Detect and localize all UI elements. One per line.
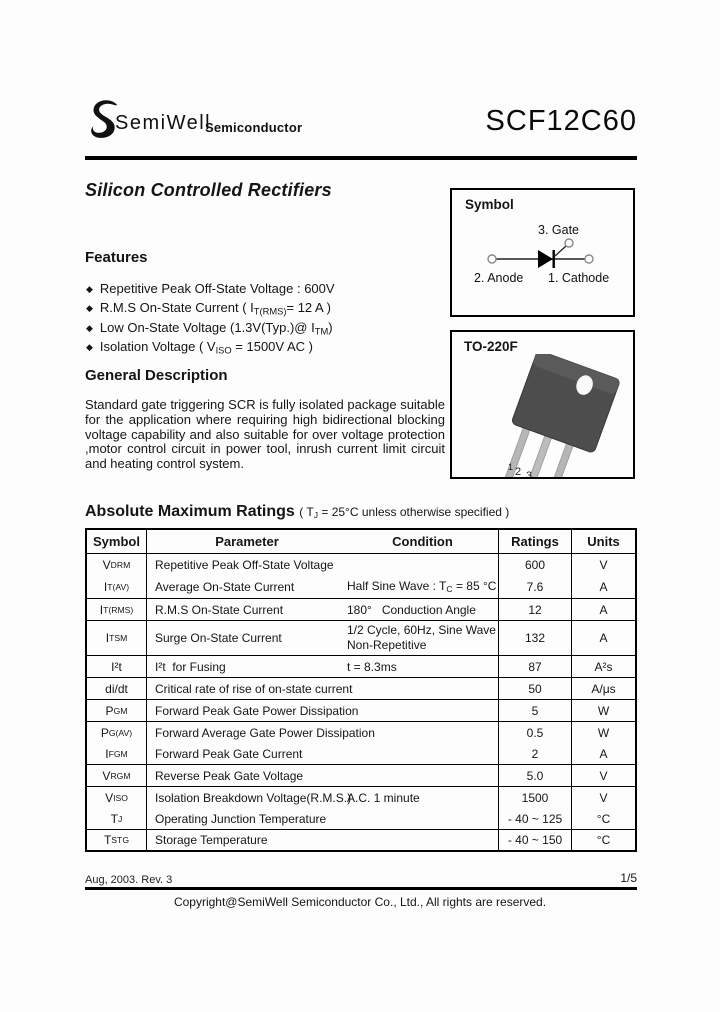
condition-cell: 1/2 Cycle, 60Hz, Sine Wave Non-Repetitive bbox=[347, 623, 496, 652]
footer-date-rev: Aug, 2003. Rev. 3 bbox=[85, 874, 173, 886]
to220f-package-image bbox=[452, 354, 635, 479]
rating-cell: 5.0 bbox=[526, 768, 544, 783]
parameter-cell: Critical rate of rise of on-state current bbox=[155, 681, 353, 696]
symbol-box bbox=[450, 188, 635, 317]
ratings-title-row bbox=[85, 503, 509, 521]
unit-cell: V bbox=[599, 790, 608, 805]
gate-label: 3. Gate bbox=[538, 223, 579, 237]
parameter-cell: Forward Peak Gate Power Dissipation bbox=[155, 703, 359, 718]
pin-label-3: 3 bbox=[526, 470, 533, 479]
rating-cell: 1500 bbox=[521, 790, 549, 805]
symbol-cell: V ISO bbox=[105, 790, 128, 805]
part-number: SCF12C60 bbox=[485, 105, 637, 137]
package-box bbox=[450, 330, 635, 479]
symbol-cell: P GM bbox=[105, 703, 128, 718]
diamond-bullet-icon: ◆ bbox=[86, 284, 93, 294]
brand-name: SemiWell bbox=[115, 112, 212, 134]
diamond-bullet-icon: ◆ bbox=[86, 341, 93, 352]
col-header-symbol: Symbol bbox=[87, 530, 147, 553]
table-row-group bbox=[87, 830, 635, 850]
unit-cell: A bbox=[599, 580, 608, 594]
diamond-bullet-icon: ◆ bbox=[86, 303, 93, 314]
footer-page-number: 1/5 bbox=[620, 871, 637, 885]
col-header-ratings: Ratings bbox=[499, 530, 572, 553]
anode-label: 2. Anode bbox=[474, 271, 524, 285]
pin-label-1: 1 bbox=[508, 462, 514, 472]
condition-cell: t = 8.3ms bbox=[347, 659, 397, 674]
footer-copyright: Copyright@SemiWell Semiconductor Co., Ltd., All rights are reserved. bbox=[173, 895, 547, 909]
unit-cell: W bbox=[597, 703, 610, 718]
condition-cell: Half Sine Wave : TC = 85 °C bbox=[347, 579, 497, 595]
diamond-bullet-icon: ◆ bbox=[86, 322, 93, 333]
rating-cell: 50 bbox=[528, 681, 542, 696]
unit-cell: V bbox=[599, 768, 608, 783]
unit-cell: V bbox=[599, 558, 608, 572]
parameter-cell: Reverse Peak Gate Voltage bbox=[155, 768, 304, 783]
footer-rule bbox=[85, 887, 637, 890]
ratings-table bbox=[85, 528, 637, 852]
feature-item: ◆ Repetitive Peak Off-State Voltage : 600V bbox=[86, 281, 335, 296]
symbol-cell: I T(AV) bbox=[103, 580, 130, 594]
rating-cell: 2 bbox=[531, 746, 539, 761]
symbol-cell: T J bbox=[110, 811, 123, 826]
rating-cell: 600 bbox=[524, 558, 546, 572]
symbol-cell: di/dt bbox=[105, 681, 128, 696]
table-row-group bbox=[87, 656, 635, 678]
symbol-cell: T STG bbox=[103, 833, 130, 847]
condition-cell: A.C. 1 minute bbox=[347, 790, 420, 805]
unit-cell: A bbox=[599, 602, 608, 617]
rating-cell: - 40 ~ 150 bbox=[507, 833, 563, 847]
table-row-group bbox=[87, 700, 635, 722]
rating-cell: 12 bbox=[528, 602, 542, 617]
parameter-cell: Average On-State Current bbox=[155, 580, 295, 594]
unit-cell: A bbox=[599, 631, 608, 645]
table-header-row bbox=[87, 530, 635, 554]
parameter-cell: Storage Temperature bbox=[155, 833, 268, 847]
rating-cell: 7.6 bbox=[526, 580, 544, 594]
unit-cell: A/μs bbox=[591, 681, 616, 696]
col-header-condition: Condition bbox=[392, 534, 453, 549]
package-heading: TO-220F bbox=[464, 339, 518, 354]
ratings-title: Absolute Maximum Ratings bbox=[85, 503, 295, 520]
parameter-cell: Isolation Breakdown Voltage(R.M.S.) bbox=[155, 790, 352, 805]
parameter-cell: Surge On-State Current bbox=[155, 631, 282, 645]
symbol-cell: I FGM bbox=[105, 746, 128, 761]
cathode-label: 1. Cathode bbox=[548, 271, 610, 285]
feature-item: ◆ Isolation Voltage ( VISO = 1500V AC ) bbox=[86, 338, 313, 356]
page-title: Silicon Controlled Rectifiers bbox=[85, 180, 332, 200]
col-header-units: Units bbox=[587, 534, 620, 549]
pin-label-2: 2 bbox=[515, 466, 522, 478]
symbol-box-heading: Symbol bbox=[465, 197, 514, 212]
symbol-cell: I²t bbox=[111, 659, 122, 674]
unit-cell: W bbox=[597, 725, 610, 740]
table-row-group bbox=[87, 787, 635, 830]
table-row-group bbox=[87, 765, 635, 787]
parameter-cell: Forward Average Gate Power Dissipation bbox=[155, 725, 375, 740]
symbol-cell: I T(RMS) bbox=[99, 602, 134, 617]
rating-cell: 132 bbox=[524, 631, 546, 645]
symbol-cell: V RGM bbox=[102, 768, 131, 783]
scr-symbol-diagram bbox=[452, 216, 637, 316]
rating-cell: 0.5 bbox=[526, 725, 544, 740]
general-description-heading: General Description bbox=[85, 367, 228, 384]
condition-cell: 180° Conduction Angle bbox=[347, 602, 476, 617]
feature-item: ◆ Low On-State Voltage (1.3V(Typ.)@ ITM) bbox=[86, 319, 333, 336]
rating-cell: - 40 ~ 125 bbox=[507, 811, 563, 826]
col-header-parameter: Parameter bbox=[215, 534, 279, 549]
parameter-cell: Forward Peak Gate Current bbox=[155, 746, 303, 761]
symbol-cell: I TSM bbox=[105, 631, 128, 645]
table-row-group bbox=[87, 621, 635, 656]
symbol-cell: P G(AV) bbox=[100, 725, 133, 740]
table-row-group bbox=[87, 722, 635, 765]
unit-cell: °C bbox=[596, 811, 611, 826]
features-heading: Features bbox=[85, 249, 148, 266]
features-list bbox=[86, 281, 446, 358]
parameter-cell: Repetitive Peak Off-State Voltage bbox=[155, 558, 334, 572]
table-row-group bbox=[87, 599, 635, 621]
parameter-cell: Operating Junction Temperature bbox=[155, 811, 327, 826]
table-row-group bbox=[87, 554, 635, 599]
header-rule bbox=[85, 156, 637, 160]
unit-cell: °C bbox=[596, 833, 611, 847]
ratings-note: ( TJ = 25°C unless otherwise specified ) bbox=[299, 505, 510, 521]
unit-cell: A bbox=[599, 746, 608, 761]
parameter-cell: R.M.S On-State Current bbox=[155, 602, 284, 617]
brand-subtitle: Semiconductor bbox=[205, 120, 303, 135]
feature-item: ◆ R.M.S On-State Current ( IT(RMS)= 12 A ) bbox=[86, 300, 331, 317]
general-description-text: Standard gate triggering SCR is fully isolated package suitable for the application where requiring high bidirectional blocking voltage capability and also suitable for over voltage protection ,motor control circuit in power tool, inrush current limit circuit and heating control system. bbox=[85, 397, 445, 472]
symbol-cell: V DRM bbox=[102, 558, 131, 572]
rating-cell: 5 bbox=[531, 703, 539, 718]
unit-cell: A²s bbox=[594, 659, 613, 674]
rating-cell: 87 bbox=[528, 659, 542, 674]
parameter-cell: I²t for Fusing bbox=[155, 659, 226, 674]
table-row-group bbox=[87, 678, 635, 700]
